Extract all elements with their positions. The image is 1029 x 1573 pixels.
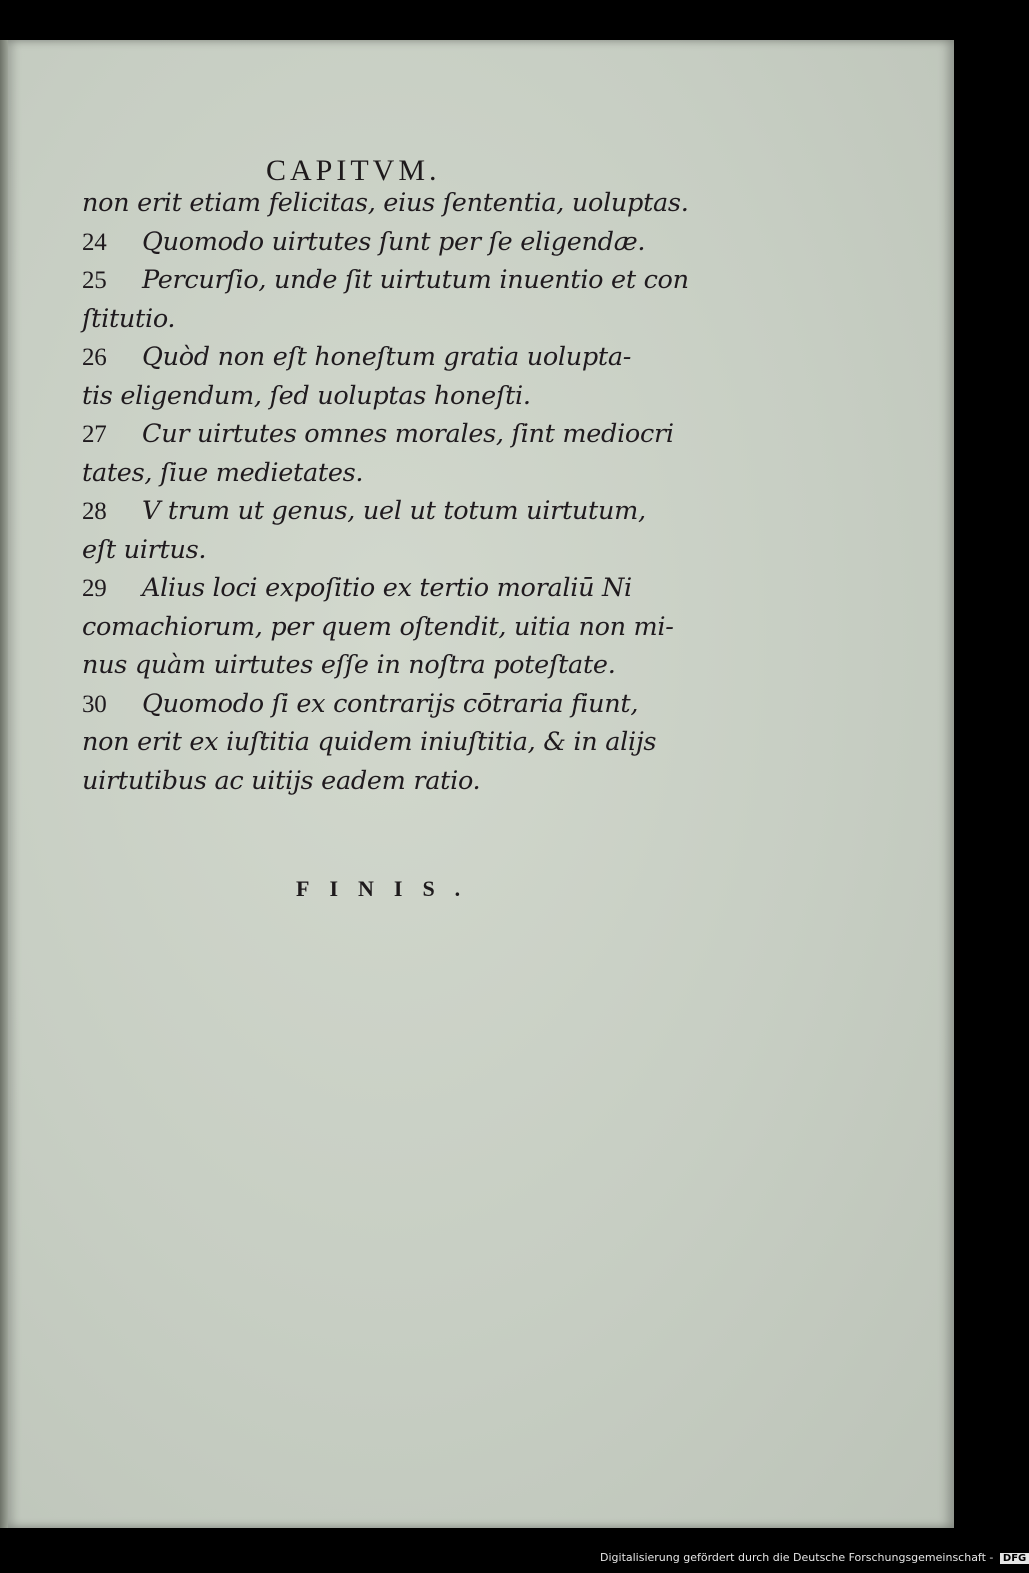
chapter-number: 27 (82, 421, 107, 448)
text-line (82, 415, 692, 454)
line-text: Quòd non eſt honeſtum gratia uolupta- (142, 342, 632, 372)
text-block (82, 184, 692, 800)
line-text: nus quàm uirtutes eſſe in noſtra poteſtate. (82, 650, 616, 680)
chapter-number: 25 (82, 267, 107, 294)
text-line (82, 338, 692, 377)
text-line (82, 646, 692, 685)
page-heading: CAPITVM. (266, 154, 441, 187)
funding-credit-text: Digitalisierung gefördert durch die Deutsche Forschungsgemeinschaft - (600, 1551, 994, 1564)
finis-label: FINIS. (296, 876, 481, 901)
line-text: V trum ut genus, uel ut totum uirtutum, (142, 496, 646, 526)
text-line (82, 223, 692, 262)
funding-credit (600, 1551, 1029, 1564)
text-line (82, 300, 692, 339)
text-line (82, 723, 692, 762)
line-text: eſt uirtus. (82, 534, 207, 565)
chapter-number: 30 (82, 690, 107, 718)
line-text: uirtutibus ac uitijs eadem ratio. (82, 765, 481, 796)
line-text: Cur uirtutes omnes morales, ſint mediocri (142, 419, 674, 449)
line-text: Quomodo uirtutes ſunt per ſe eligendæ. (142, 226, 646, 257)
chapter-number: 26 (82, 344, 107, 371)
text-line (82, 531, 692, 570)
line-text: Percurſio, unde ſit uirtutum inuentio et con (142, 265, 689, 295)
line-text: comachiorum, per quem oſtendit, uitia non mi- (82, 611, 674, 642)
text-line (82, 377, 692, 416)
line-text: non erit ex iuſtitia quidem iniuſtitia, & in alijs (82, 727, 657, 757)
text-line (82, 685, 692, 724)
text-line (82, 762, 692, 801)
dfg-logo: DFG (1000, 1553, 1029, 1564)
text-line (82, 454, 692, 493)
line-text: ſtitutio. (82, 303, 176, 334)
text-line (82, 569, 692, 608)
chapter-number: 29 (82, 575, 107, 602)
line-text: Quomodo ſi ex contrarijs cōtraria fiunt, (142, 688, 639, 719)
text-line (82, 608, 692, 647)
text-line (82, 184, 692, 223)
line-text: tates, ſiue medietates. (82, 457, 364, 488)
text-line (82, 492, 692, 531)
line-text: tis eligendum, ſed uoluptas honeſti. (82, 380, 531, 411)
chapter-number: 28 (82, 498, 107, 525)
line-text: non erit etiam felicitas, eius ſententia, uoluptas. (82, 188, 689, 218)
text-line (82, 261, 692, 300)
chapter-number: 24 (82, 228, 107, 256)
line-text: Alius loci expoſitio ex tertio moraliū Ni (142, 573, 632, 603)
